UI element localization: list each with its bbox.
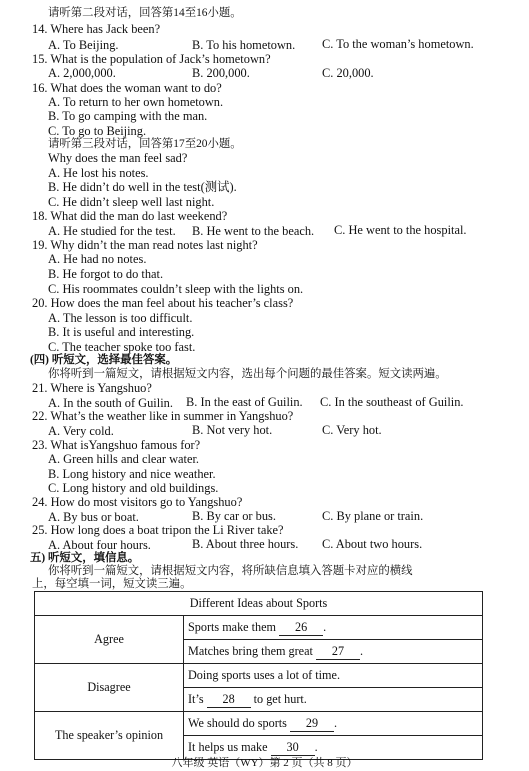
q23-option-b: B. Long history and nice weather. — [48, 467, 216, 481]
q22-question: 22. What’s the weather like in summer in Yangshuo? — [32, 409, 294, 423]
q18-question: 18. What did the man do last weekend? — [32, 209, 228, 223]
page-footer: 八年级 英语（WY）第 2 页（共 8 页） — [171, 757, 358, 769]
blank-27: 27 — [316, 644, 360, 660]
q25-question: 25. How long does a boat tripon the Li River take? — [32, 523, 284, 537]
disagree-label: Disagree — [35, 664, 184, 712]
section2-instruction: 请听第二段对话，回答第14至16小题。 — [48, 7, 242, 19]
q17-option-b: B. He didn’t do well in the test(测试). — [48, 180, 237, 194]
q16-option-a: A. To return to her own hometown. — [48, 95, 224, 109]
section3-instruction: 请听第三段对话，回答第17至20小题。 — [48, 138, 242, 150]
q22-option-a: A. Very cold. — [48, 424, 114, 438]
q22-option-b: B. Not very hot. — [192, 423, 273, 437]
q24-option-a: A. By bus or boat. — [48, 510, 139, 524]
q17-option-c: C. He didn’t sleep well last night. — [48, 195, 215, 209]
q20-question: 20. How does the man feel about his teacher’s class? — [32, 296, 294, 310]
blank-29: 29 — [290, 716, 334, 732]
agree-row-1: Sports make them 26 . — [184, 616, 483, 640]
q23-question: 23. What isYangshuo famous for? — [32, 438, 201, 452]
part4-instruction: 你将听到一篇短文，请根据短文内容，选出每个问题的最佳答案。短文读两遍。 — [48, 368, 447, 380]
q25-option-b: B. About three hours. — [192, 537, 299, 551]
part5-heading: 五) 听短文，填信息。 — [30, 552, 140, 564]
q18-option-c: C. He went to the hospital. — [334, 223, 467, 237]
q23-option-a: A. Green hills and clear water. — [48, 452, 200, 466]
q14-question: 14. Where has Jack been? — [32, 22, 161, 36]
q15-option-a: A. 2,000,000. — [48, 66, 116, 80]
q14-option-c: C. To the woman’s hometown. — [322, 37, 474, 51]
blank-26: 26 — [279, 620, 323, 636]
q18-option-b: B. He went to the beach. — [192, 224, 315, 238]
part5-instruction-line2: 上，每空填一词，短文读三遍。 — [32, 578, 192, 590]
disagree-row-2: It’s 28 to get hurt. — [184, 688, 483, 712]
q25-option-a: A. About four hours. — [48, 538, 151, 552]
blank-28: 28 — [207, 692, 251, 708]
blank-30: 30 — [271, 740, 315, 756]
q20-option-a: A. The lesson is too difficult. — [48, 311, 193, 325]
sports-ideas-table — [34, 591, 483, 760]
q17-option-a: A. He lost his notes. — [48, 166, 149, 180]
q14-option-b: B. To his hometown. — [192, 38, 296, 52]
q19-question: 19. Why didn’t the man read notes last night? — [32, 238, 258, 252]
q19-option-c: C. His roommates couldn’t sleep with the lights on. — [48, 282, 304, 296]
q24-question: 24. How do most visitors go to Yangshuo? — [32, 495, 243, 509]
part4-heading: (四) 听短文，选择最佳答案。 — [30, 354, 178, 366]
q14-option-a: A. To Beijing. — [48, 38, 119, 52]
part5-instruction-line1: 你将听到一篇短文，请根据短文内容，将所缺信息填入答题卡对应的横线 — [48, 565, 413, 577]
q19-option-a: A. He had no notes. — [48, 252, 147, 266]
q21-question: 21. Where is Yangshuo? — [32, 381, 152, 395]
q25-option-c: C. About two hours. — [322, 537, 423, 551]
q16-option-b: B. To go camping with the man. — [48, 109, 208, 123]
table-title: Different Ideas about Sports — [35, 592, 483, 616]
opinion-row-1: We should do sports 29 . — [184, 712, 483, 736]
speaker-opinion-label: The speaker’s opinion — [35, 712, 184, 760]
q15-option-c: C. 20,000. — [322, 66, 374, 80]
q20-option-b: B. It is useful and interesting. — [48, 325, 195, 339]
q15-option-b: B. 200,000. — [192, 66, 250, 80]
q18-option-a: A. He studied for the test. — [48, 224, 176, 238]
q15-question: 15. What is the population of Jack’s hometown? — [32, 52, 271, 66]
disagree-row-1: Doing sports uses a lot of time. — [184, 664, 483, 688]
q17-question: Why does the man feel sad? — [48, 151, 188, 165]
opinion-row-2: It helps us make 30 . — [184, 736, 483, 760]
agree-label: Agree — [35, 616, 184, 664]
q24-option-c: C. By plane or train. — [322, 509, 424, 523]
agree-row-2: Matches bring them great 27 . — [184, 640, 483, 664]
q20-option-c: C. The teacher spoke too fast. — [48, 340, 196, 354]
q21-option-c: C. In the southeast of Guilin. — [320, 395, 464, 409]
q23-option-c: C. Long history and old buildings. — [48, 481, 219, 495]
q19-option-b: B. He forgot to do that. — [48, 267, 164, 281]
q22-option-c: C. Very hot. — [322, 423, 382, 437]
q21-option-b: B. In the east of Guilin. — [186, 395, 303, 409]
q16-question: 16. What does the woman want to do? — [32, 81, 222, 95]
q21-option-a: A. In the south of Guilin. — [48, 396, 173, 410]
q16-option-c: C. To go to Beijing. — [48, 124, 147, 138]
q24-option-b: B. By car or bus. — [192, 509, 276, 523]
